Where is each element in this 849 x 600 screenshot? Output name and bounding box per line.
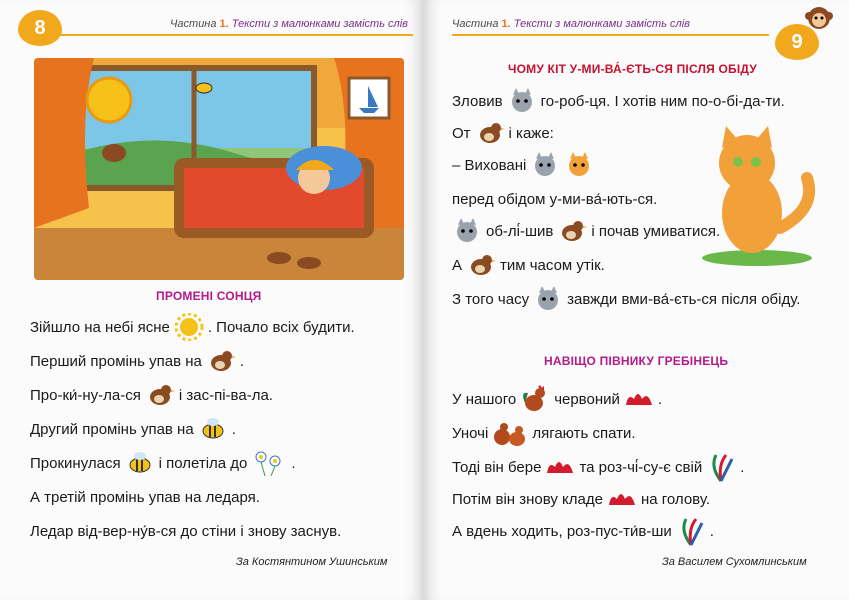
line-text: . bbox=[239, 352, 245, 370]
line-text: Зловив bbox=[452, 92, 503, 110]
text-line bbox=[30, 346, 244, 376]
line-text: – Виховані bbox=[452, 156, 527, 174]
text-line bbox=[452, 284, 800, 314]
bee bbox=[196, 83, 212, 93]
text-line bbox=[452, 516, 714, 546]
text-line bbox=[452, 86, 785, 116]
flowers-icon bbox=[251, 449, 287, 477]
line-text: тим часом утік. bbox=[500, 256, 605, 274]
tail-icon bbox=[706, 453, 736, 481]
line-text: і зас-пі-ва-ла. bbox=[178, 386, 273, 404]
line-text: А третій промінь упав на ледаря. bbox=[30, 488, 260, 506]
text-line bbox=[452, 118, 554, 148]
text-line bbox=[452, 452, 744, 482]
line-text: Перший промінь упав на bbox=[30, 352, 202, 370]
line-text: У нашого bbox=[452, 390, 517, 408]
grey-cat-icon bbox=[507, 87, 537, 115]
rooster-icon bbox=[520, 385, 550, 413]
sparrow-icon bbox=[557, 217, 587, 245]
text-line bbox=[452, 484, 710, 514]
sparrow-icon bbox=[206, 347, 236, 375]
line-text: Уночі bbox=[452, 424, 489, 442]
header-rule bbox=[452, 34, 769, 36]
sparrow bbox=[102, 144, 126, 162]
text-line bbox=[30, 448, 296, 478]
monkey-mascot-icon bbox=[791, 4, 841, 39]
running-head-part: Частина bbox=[452, 18, 499, 30]
line-text: об-лі́-шив bbox=[486, 222, 554, 240]
bee-icon bbox=[125, 449, 155, 477]
text-line bbox=[452, 418, 636, 448]
story-title: ПРОМЕНІ СОНЦЯ bbox=[156, 289, 262, 303]
line-text: червоний bbox=[554, 390, 620, 408]
text-line bbox=[452, 384, 662, 414]
ginger-cat-illustration bbox=[692, 118, 822, 273]
line-text: А bbox=[452, 256, 463, 274]
text-line bbox=[452, 250, 605, 280]
line-text: З того часу bbox=[452, 290, 530, 308]
text-line bbox=[30, 482, 260, 512]
line-text: . Почало всіх будити. bbox=[207, 318, 355, 336]
text-line bbox=[30, 516, 341, 546]
sparrow-icon bbox=[466, 251, 496, 279]
page-number-badge: 8 bbox=[18, 10, 62, 46]
grey-cat-icon bbox=[530, 151, 560, 179]
sun-icon bbox=[174, 313, 204, 341]
line-text: . bbox=[231, 420, 236, 438]
line-text: Потім він знову кладе bbox=[452, 490, 603, 508]
page-number-badge: 9 bbox=[775, 24, 819, 60]
text-line bbox=[452, 184, 657, 214]
line-text: А вдень ходить, роз-пус-ти́в-ши bbox=[452, 522, 672, 540]
line-text: Другий промінь упав на bbox=[30, 420, 194, 438]
line-text: От bbox=[452, 124, 471, 142]
hens-icon bbox=[492, 419, 528, 447]
bedroom-illustration bbox=[34, 58, 404, 280]
author-credit: За Костянтином Ушинським bbox=[236, 556, 388, 568]
line-text: на голову. bbox=[640, 490, 710, 508]
running-head bbox=[170, 18, 408, 30]
line-text: . bbox=[740, 458, 745, 476]
sun bbox=[87, 78, 131, 122]
text-line bbox=[452, 150, 594, 180]
text-line bbox=[30, 380, 273, 410]
line-text: і почав умиватися. bbox=[591, 222, 721, 240]
comb-icon bbox=[607, 485, 637, 513]
line-text: лягають спати. bbox=[532, 424, 636, 442]
right-page bbox=[424, 0, 849, 600]
author-credit: За Василем Сухомлинським bbox=[662, 556, 807, 568]
sparrow-icon bbox=[145, 381, 175, 409]
running-head-title: Тексти з малюнками замість слів bbox=[231, 18, 408, 30]
grey-cat-icon bbox=[533, 285, 563, 313]
line-text: Тоді він бере bbox=[452, 458, 542, 476]
bee-icon bbox=[198, 415, 228, 443]
line-text: Зійшло на небі ясне bbox=[30, 318, 170, 336]
line-text: і каже: bbox=[508, 124, 554, 142]
story-title: ЧОМУ КІТ У-МИ-ВА́-ЄТЬ-СЯ ПІСЛЯ ОБІДУ bbox=[508, 62, 757, 76]
text-line bbox=[30, 312, 355, 342]
comb-icon bbox=[624, 385, 654, 413]
ginger-cat-icon bbox=[564, 151, 594, 179]
header-rule bbox=[60, 34, 413, 36]
running-head bbox=[452, 18, 690, 30]
text-line bbox=[452, 216, 720, 246]
running-head-title: Тексти з малюнками замість слів bbox=[513, 18, 690, 30]
running-head-part: Частина bbox=[170, 18, 217, 30]
running-head-part-number: 1. bbox=[501, 18, 511, 30]
line-text: Про-ки́-ну-ла-ся bbox=[30, 386, 141, 404]
line-text: завжди вми-ва́-єть-ся після обіду. bbox=[567, 290, 801, 308]
tail-icon bbox=[676, 517, 706, 545]
line-text: Ледар від-вер-ну́в-ся до стіни і знову заснув. bbox=[30, 522, 342, 540]
comb-icon bbox=[545, 453, 575, 481]
line-text: . bbox=[657, 390, 663, 408]
sparrow-icon bbox=[475, 119, 505, 147]
left-page bbox=[0, 0, 424, 600]
running-head-part-number: 1. bbox=[219, 18, 229, 30]
line-text: . bbox=[709, 522, 714, 540]
line-text: Прокинулася bbox=[30, 454, 121, 472]
line-text: го-роб-ця. І хотів ним по-о-бі-да-ти. bbox=[540, 92, 785, 110]
line-text: . bbox=[291, 454, 296, 472]
line-text: та роз-чі́-су-є свій bbox=[579, 458, 703, 476]
line-text: і полетіла до bbox=[158, 454, 248, 472]
grey-cat-icon bbox=[452, 217, 482, 245]
text-line bbox=[30, 414, 236, 444]
story-title: НАВІЩО ПІВНИКУ ГРЕБІНЕЦЬ bbox=[544, 354, 729, 368]
line-text: перед обідом у-ми-ва́-ють-ся. bbox=[452, 190, 658, 208]
